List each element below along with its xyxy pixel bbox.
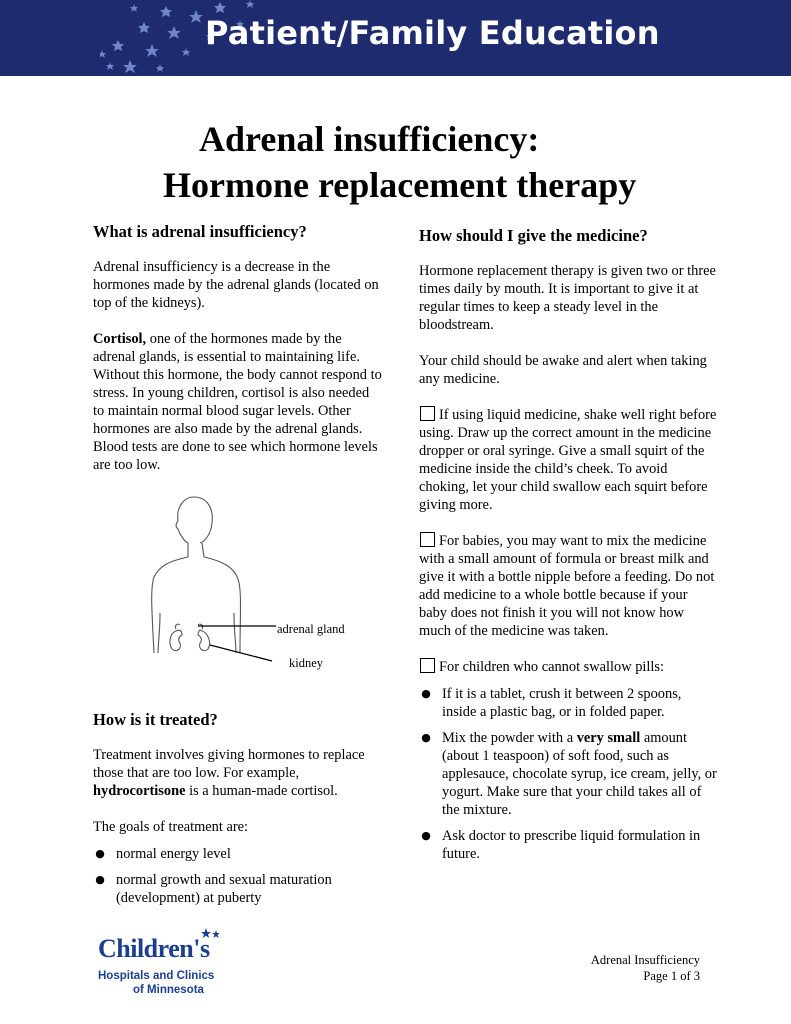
goals-intro: The goals of treatment are: xyxy=(93,819,249,835)
give-medicine-heading: How should I give the medicine? xyxy=(419,226,648,245)
bullet-icon: ● xyxy=(421,687,431,700)
document-title-line1: Adrenal insufficiency: xyxy=(199,119,540,159)
list-item: ● normal growth and sexual maturation (development) at puberty xyxy=(93,871,383,907)
checkbox-icon xyxy=(420,532,435,547)
cortisol-term: Cortisol, xyxy=(93,331,147,347)
page-footer xyxy=(591,952,700,984)
treated-paragraph xyxy=(93,746,383,800)
list-item: ● normal energy level xyxy=(93,845,383,863)
treated-text: Treatment involves giving hormones to replace those that are too low. For example, xyxy=(93,747,365,781)
logo-line2: of Minnesota xyxy=(133,984,204,996)
header-banner xyxy=(0,0,791,76)
bullet-icon: ● xyxy=(95,873,105,886)
footer-page-number: Page 1 of 3 xyxy=(643,969,700,983)
treated-text-end: is a human-made cortisol. xyxy=(185,783,338,799)
hydrocortisone-term: hydrocortisone xyxy=(93,783,186,799)
checkbox-icon xyxy=(420,406,435,421)
right-column xyxy=(419,226,719,871)
therapy-paragraph: Hormone replacement therapy is given two or three times daily by mouth. It is important to give it at regular times to keep a steady level in the bloodstream. xyxy=(419,263,716,333)
what-paragraph: Adrenal insufficiency is a decrease in the hormones made by the adrenal glands (located on top of the kidneys). xyxy=(93,259,379,311)
bullet-icon: ● xyxy=(95,847,105,860)
adrenal-gland-label: adrenal gland xyxy=(277,622,345,636)
pills-intro: For children who cannot swallow pills: xyxy=(419,658,719,676)
logo-name: Children's xyxy=(98,934,210,963)
babies-paragraph: For babies, you may want to mix the medicine with a small amount of formula or breast milk and give it with a bottle nipple before a feeding. Do not add medicine to a whole bottle because if your baby does not finish it you will not know how much of the medicine was taken. xyxy=(419,533,715,639)
childrens-logo xyxy=(96,928,236,998)
cortisol-text: one of the hormones made by the adrenal glands, is essential to maintaining life. Without this hormone, the body cannot respond to stress. In young children, cortisol is also needed to maintain normal blood sugar levels. Other hormones are also made by the adrenal glands. Blood tests are done to see which hormone levels are too low. xyxy=(93,331,382,473)
kidney-label: kidney xyxy=(289,656,324,670)
footer-doc-name: Adrenal Insufficiency xyxy=(590,953,700,967)
banner-title: Patient/Family Education xyxy=(205,14,660,52)
what-heading: What is adrenal insufficiency? xyxy=(93,222,307,241)
pills-list xyxy=(419,685,719,863)
bullet-icon: ● xyxy=(421,731,431,744)
body-illustration xyxy=(130,493,370,693)
bullet-icon: ● xyxy=(421,829,431,842)
treated-heading: How is it treated? xyxy=(93,710,218,729)
cortisol-paragraph xyxy=(93,330,383,474)
list-item: ● Ask doctor to prescribe liquid formulation in future. xyxy=(419,827,719,863)
document-title-line2: Hormone replacement therapy xyxy=(163,165,637,205)
list-item: ● If it is a tablet, crush it between 2 spoons, inside a plastic bag, or in folded paper. xyxy=(419,685,719,721)
logo-line1: Hospitals and Clinics xyxy=(98,970,215,982)
list-item: ● Mix the powder with a very small amount (about 1 teaspoon) of soft food, such as applesauce, chocolate syrup, ice cream, jelly, or yogurt. Make sure that your child takes all of the mixture. xyxy=(419,729,719,819)
alert-paragraph: Your child should be awake and alert when taking any medicine. xyxy=(419,353,707,387)
checkbox-icon xyxy=(420,658,435,673)
goals-list xyxy=(93,845,383,907)
liquid-paragraph: If using liquid medicine, shake well right before using. Draw up the correct amount in the medicine dropper or oral syringe. Give a small squirt of the medicine inside the child’s cheek. To avoid choking, let your child swallow each squirt before giving more. xyxy=(419,407,717,513)
